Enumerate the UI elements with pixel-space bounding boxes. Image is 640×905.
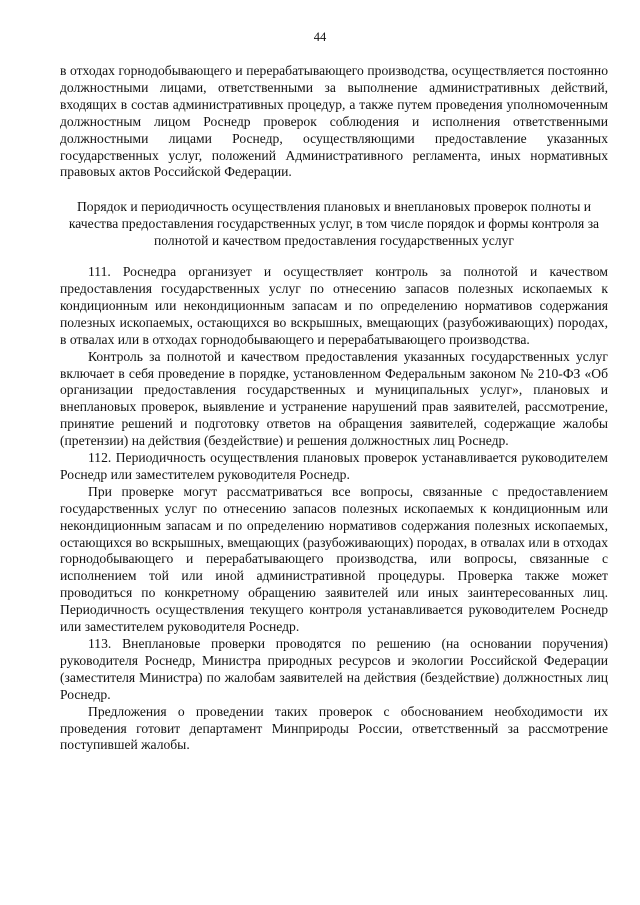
paragraph-112: 112. Периодичность осуществления плановых проверок устанавливается руководителем Роснедр или заместителем руководителя Роснедр. (60, 450, 608, 482)
section-heading: Порядок и периодичность осуществления плановых и внеплановых проверок полноты и качества предоставления государственных услуг, в том числе порядок и формы контроля за полнотой и качеством предоставления государственных услуг (68, 199, 600, 249)
intro-paragraph: в отходах горнодобывающего и перерабатывающего производства, осуществляется постоянно должностными лицами, ответственными за выполнение административных действий, входящих в состав административных процедур, а также путем проведения уполномоченным должностным лицом Роснедр проверок соблюдения и исполнения ответственными должностными лицами Роснедр, осуществляющими предоставление указанных государственных услуг, положений Административного регламента, иных нормативных правовых актов Российской Федерации. (60, 63, 608, 180)
paragraph-control-scope: Контроль за полнотой и качеством предоставления указанных государственных услуг включает в себя проведение в порядке, установленном Федеральным законом № 210-ФЗ «Об организации предоставления государственных и муниципальных услуг», плановых и внеплановых проверок, выявление и устранение нарушений прав заявителей, рассмотрение, принятие решений и подготовку ответов на обращения заявителей, содержащие жалобы (претензии) на действия (бездействие) и решения должностных лиц Роснедр. (60, 348, 608, 449)
paragraph-inspection-questions: При проверке могут рассматриваться все вопросы, связанные с предоставлением государственных услуг по отнесению запасов полезных ископаемых к кондиционным или некондиционным запасам и по определению нормативов содержания полезных ископаемых, остающихся во вскрышных, вмещающих (разубоживающих) породах, в отвалах или в отходах горнодобывающего и перерабатывающего производства, или вопросы, связанные с исполнением той или иной административной процедуры. Проверка также может проводиться по конкретному обращению заявителей или иных заинтересованных лиц. Периодичность осуществления текущего контроля устанавливается руководителем Роснедр или заместителем руководителя Роснедр. (60, 483, 608, 635)
paragraph-proposals: Предложения о проведении таких проверок с обоснованием необходимости их проведения готовит департамент Минприроды России, ответственный за рассмотрение поступившей жалобы. (60, 703, 608, 753)
document-body (60, 63, 608, 754)
paragraph-113: 113. Внеплановые проверки проводятся по решению (на основании поручения) руководителя Роснедр, Министра природных ресурсов и экологии Российской Федерации (заместителя Министра) по жалобам заявителей на действия (бездействие) должностных лиц Роснедр. (60, 636, 608, 702)
page-number: 44 (313, 30, 327, 44)
paragraph-111: 111. Роснедра организует и осуществляет контроль за полнотой и качеством предоставления государственных услуг по отнесению запасов полезных ископаемых к кондиционным или некондиционным запасам и по определению нормативов содержания полезных ископаемых, остающихся во вскрышных, вмещающих (разубоживающих) породах, в отвалах или в отходах горнодобывающего и перерабатывающего производства. (60, 264, 608, 347)
